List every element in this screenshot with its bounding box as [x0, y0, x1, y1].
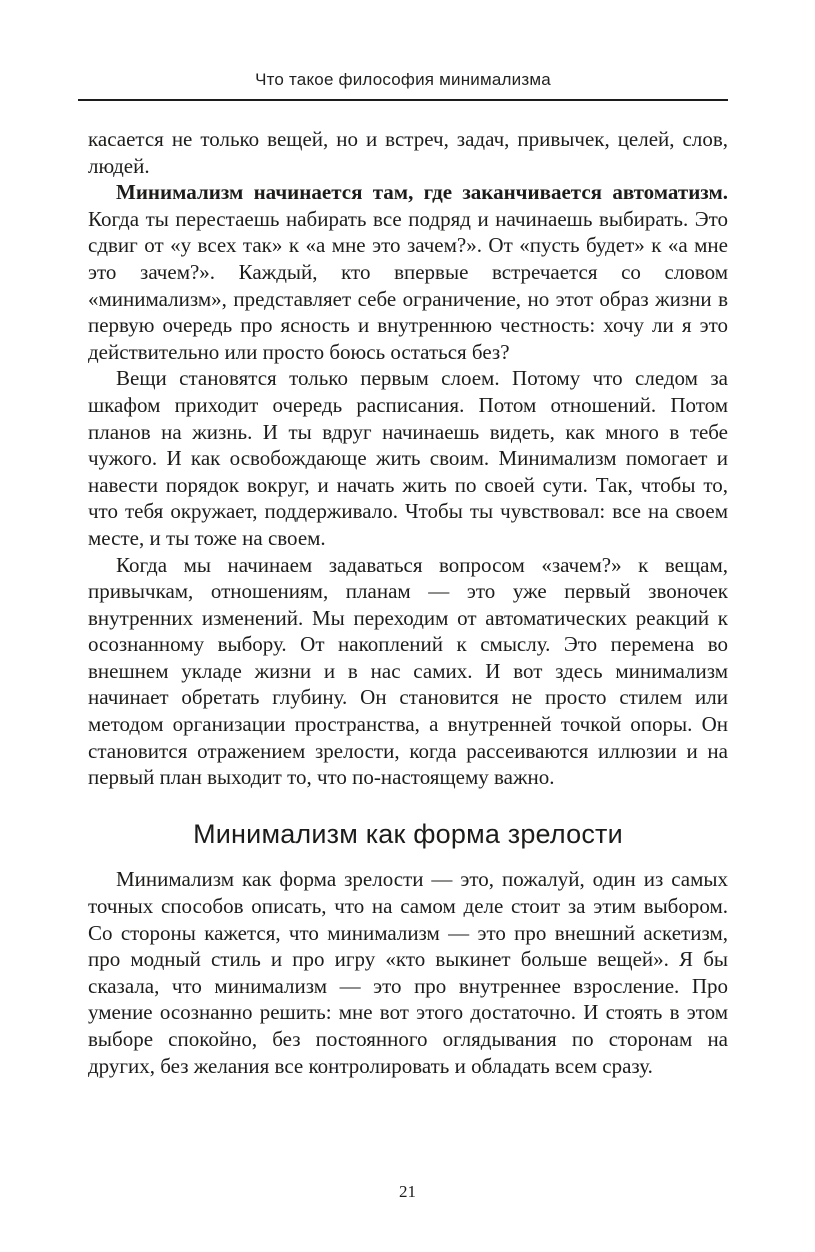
body-paragraph-why-question: Когда мы начинаем задаваться вопросом «зачем?» к вещам, привычкам, отношениям, планам — это уже первый звоночек внутренних изменений. Мы переходим от автоматических реакций к осознанному выбору. От накоплений к смыслу. Это перемена во внешнем укладе жизни и в нас самих. И вот здесь минимализм начинает обретать глубину. Он становится не просто стилем или методом организации пространства, а внутренней точкой опоры. Он становится отражением зрелости, когда рассеиваются иллюзии и на первый план выходит то, что по-настоящему важно. [88, 552, 728, 790]
paragraph-bold-lead: Минимализм начинается там, где заканчивается автоматизм. [116, 180, 728, 205]
page-body [88, 126, 728, 1079]
section-heading: Минимализм как форма зрелости [193, 818, 623, 849]
page-number: 21 [399, 1182, 416, 1201]
body-paragraph-continuation: касается не только вещей, но и встреч, задач, привычек, целей, слов, людей. [88, 127, 728, 178]
body-paragraph-things: Вещи становятся только первым слоем. Потому что следом за шкафом приходит очередь расписания. Потом отношений. Потом планов на жизнь. И ты вдруг начинаешь видеть, как много в тебе чужого. И как освобождающе жить своим. Минимализм помогает и навести порядок вокруг, и начать жить по своей сути. Так, чтобы то, что тебя окружает, поддерживало. Чтобы ты чувствовал: все на своем месте, и ты тоже на своем. [88, 366, 728, 550]
body-paragraph-maturity: Минимализм как форма зрелости — это, пожалуй, один из самых точных способов описать, что на самом деле стоит за этим выбором. Со стороны кажется, что минимализм — это про внешний аскетизм, про модный стиль и про игру «кто выкинет больше вещей». Я бы сказала, что минимализм — это про внутреннее взросление. Про умение осознанно решить: мне вот этого достаточно. И стоять в этом выборе спокойно, без постоянного оглядывания по сторонам на других, без желания все контролировать и обладать всем сразу. [88, 867, 728, 1078]
running-header: Что такое философия минимализма [255, 70, 551, 89]
header-rule [78, 99, 728, 101]
paragraph-text: Когда ты перестаешь набирать все подряд и начинаешь выбирать. Это сдвиг от «у всех так» к «а мне это зачем?». От «пусть будет» к «а мне это зачем?». Каждый, кто впервые встречается со словом «минимализм», представляет себе ограничение, но этот образ жизни в первую очередь про ясность и внутреннюю честность: хочу ли я это действительно или просто боюсь остаться без? [88, 206, 728, 364]
body-paragraph-automatism [88, 179, 728, 365]
